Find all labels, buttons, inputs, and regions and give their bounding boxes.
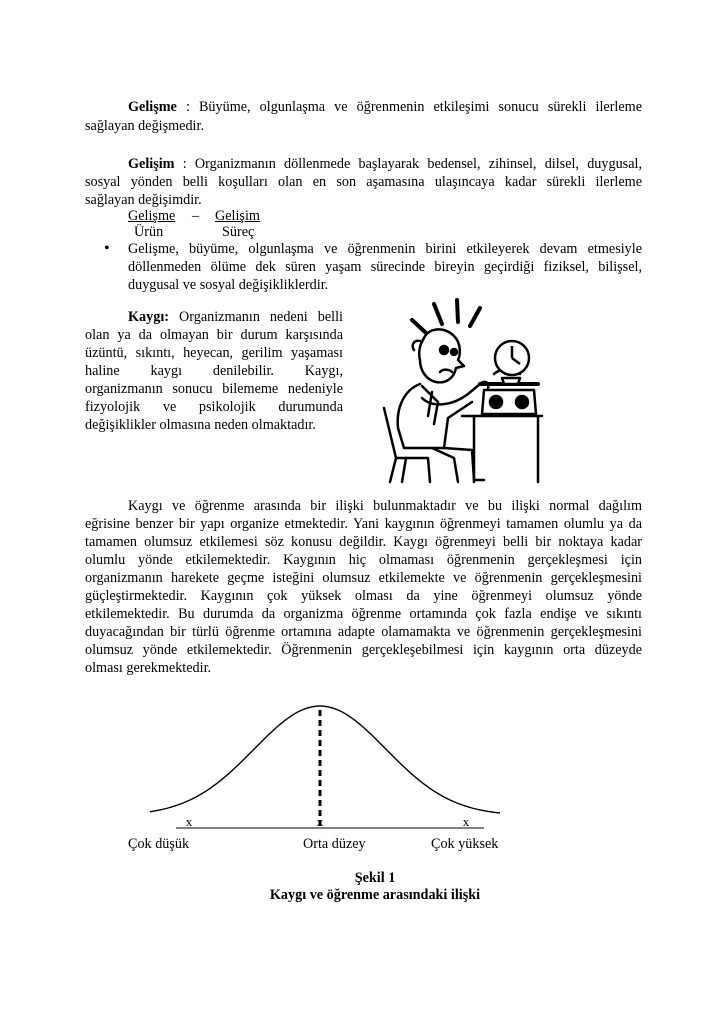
bullet-line2: döllenmeden ölüme dek süren yaşam sürecinde bireyin geçirdiği fiziksel, bilişsel,: [128, 259, 642, 275]
definition-gelisme-line2: sağlayan değişmedir.: [85, 118, 204, 134]
figure-caption-text: Kaygı ve öğrenme arasındaki ilişki: [269, 887, 481, 903]
bullet-symbol: •: [104, 240, 110, 257]
figure-caption-title: Şekil 1: [354, 870, 396, 886]
bullet-line3: duygusal ve sosyal değişikliklerdir.: [128, 277, 329, 293]
axis-marker-x: x: [316, 814, 324, 829]
kaygi-definition: Kaygı: Organizmanın nedeni belli olan ya da olmayan bir durum karşısında üzüntü, sıkıntı, heyecan, gerilim yaşaması haline kaygı denilebilir. Kaygı, organizmanın sonucu bilememe nedeniyle fizyolojik ve psikolojik durumunda değişiklikler olmasına neden olmaktadır.: [85, 309, 343, 433]
axis-marker-x: x: [185, 814, 193, 829]
main-paragraph: Kaygı ve öğrenme arasında bir ilişki bulunmaktadır ve bu ilişki normal dağılım eğrisine benzer bir yapı organize etmektedir. Yani kaygının öğrenmeyi tamamen olumlu ya da tamamen olumsuz etkilemesi söz konusu değildir. Kaygı öğrenmeyi belli bir noktaya kadar olumlu yönde etkilemektedir. Kaygının hiç olmaması öğrenmenin gerçekleşmesi için organizmanın harekete geçme isteğini olumsuz etkilemekte ve öğrenmenin gerçekleşmesini güçleştirmektedir. Kaygının çok yüksek olması da yine öğrenmeyi olumsuz yönde etkilemektedir. Bu durumda da organizma öğrenme ortamında çok fazla endişe ve sıkıntı duyacağından bir türlü öğrenme ortamına adapte olamamakta ve öğrenmenin gerçekleşmesini olumsuz yönde etkilemektedir. Öğrenmenin gerçekleşebilmesi için kaygının orta düzeyde olması gerekmektedir.: [85, 498, 642, 676]
category-label-low: Çok düşük: [128, 836, 190, 852]
pair-right-term: Gelişim: [215, 208, 260, 224]
definition-gelisim-line1: Gelişim : Organizmanın döllenmede başlayarak bedensel, zihinsel, dilsel, duygusal,: [128, 156, 642, 172]
term-gelisim: Gelişim: [128, 156, 175, 172]
term-kaygi: Kaygı:: [128, 309, 169, 325]
bell-curve-chart: [0, 700, 728, 840]
bell-curve-line: [150, 706, 500, 813]
axis-marker-x: x: [462, 814, 470, 829]
definition-gelisme-line1: Gelişme : Büyüme, olgunlaşma ve öğrenmenin etkileşimi sonucu sürekli ilerleme: [128, 99, 642, 115]
bullet-line1: Gelişme, büyüme, olgunlaşma ve öğrenmenin birini etkileyerek devam etmesiyle: [128, 241, 642, 257]
pair-left-sub: Ürün: [134, 224, 164, 240]
pair-dash: –: [192, 208, 200, 224]
axis-markers: [186, 814, 470, 829]
definition-gelisim-line2: sosyal yönden belli koşulları olan en son aşamasına ulaşıncaya kadar sürekli ilerleme: [85, 174, 642, 190]
clock-icon: [495, 341, 529, 375]
pair-left-term: Gelişme: [128, 208, 176, 224]
category-label-high: Çok yüksek: [431, 836, 499, 852]
definition-gelisim-line3: sağlayan değişimdir.: [85, 192, 202, 208]
pair-right-sub: Süreç: [222, 224, 255, 240]
category-label-mid: Orta düzey: [303, 836, 366, 852]
term-gelisme: Gelişme: [128, 99, 177, 115]
anxious-man-illustration: [362, 298, 547, 483]
